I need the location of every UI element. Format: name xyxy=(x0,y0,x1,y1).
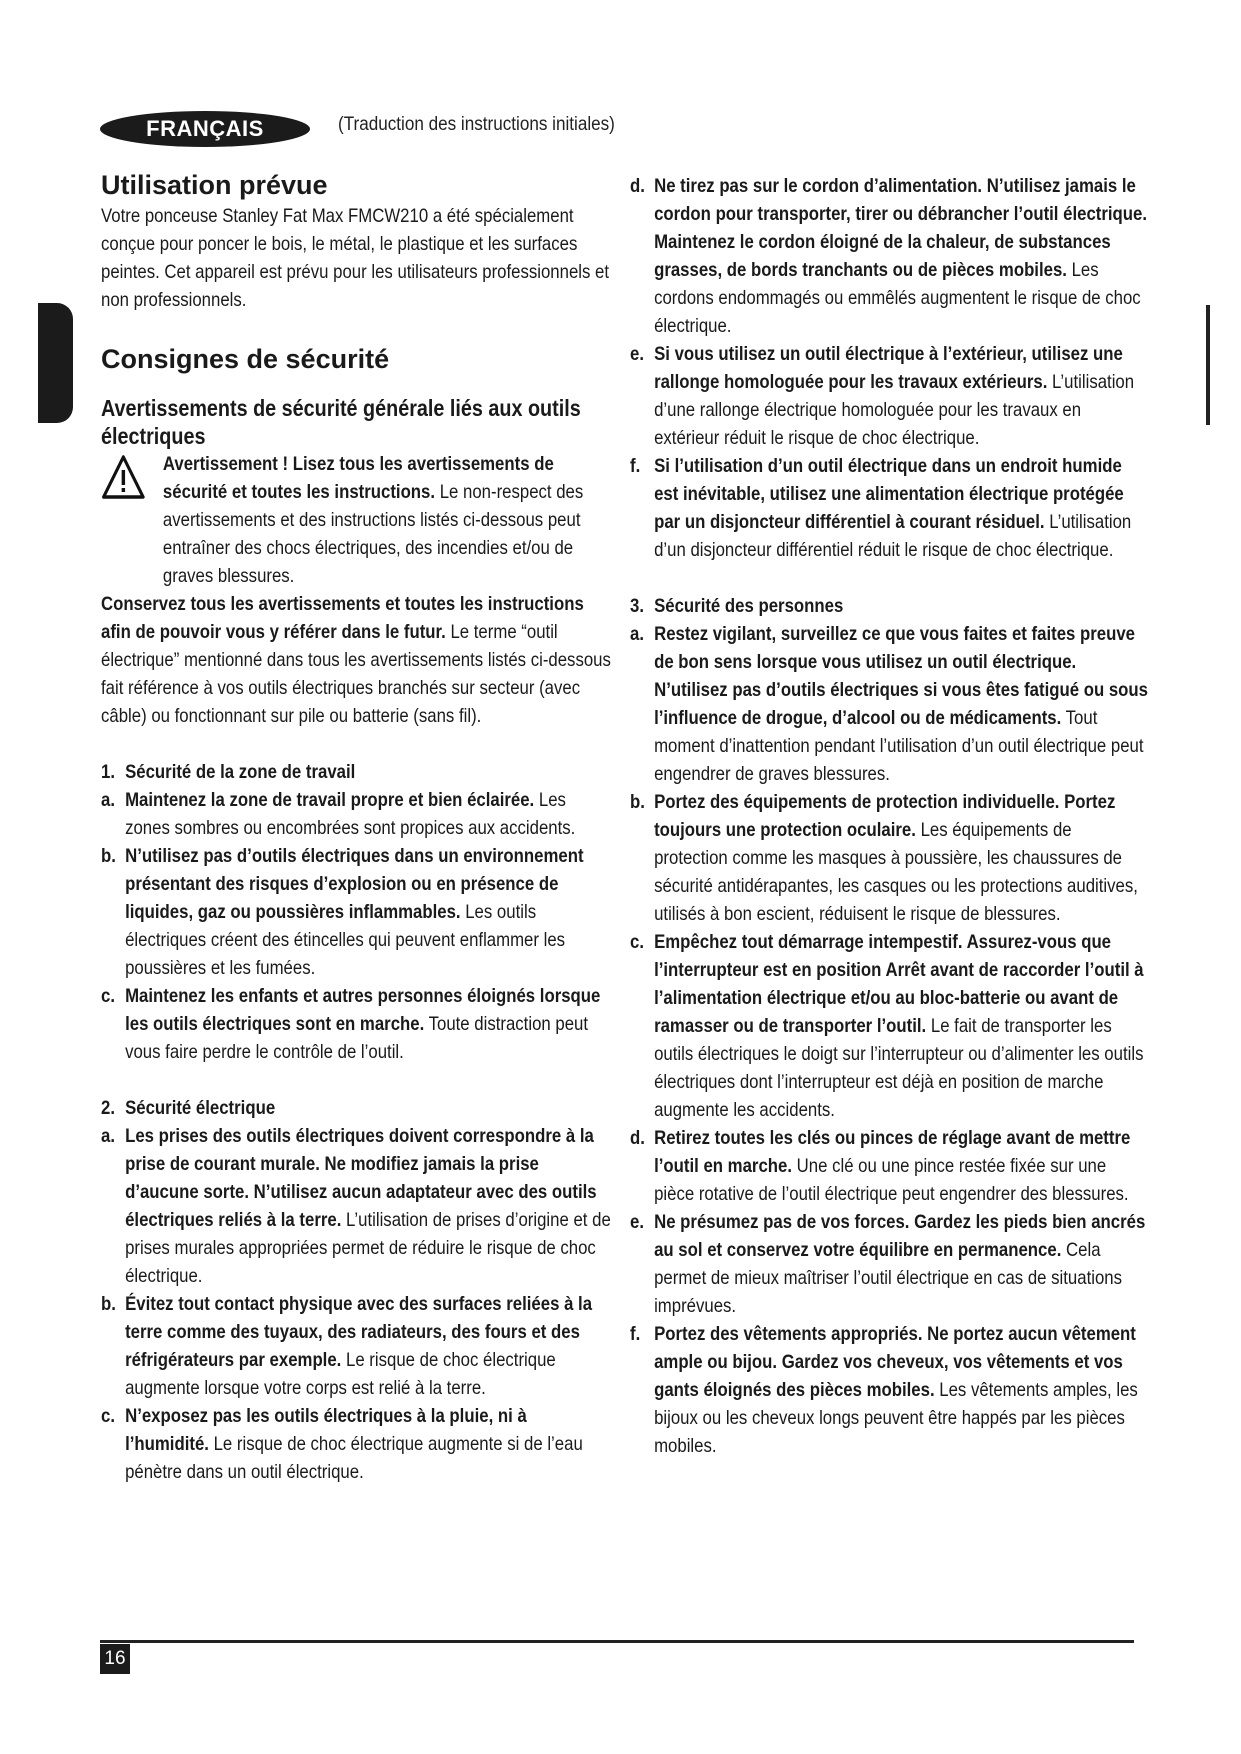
list-item: d. Retirez toutes les clés ou pinces de réglage avant de mettre l’outil en marche. Une clé ou une pince restée fixée sur une pièce rotative de l’outil électrique peut engendrer des blessures. xyxy=(630,1127,1131,1205)
translation-note: (Traduction des instructions initiales) xyxy=(338,114,615,135)
right-column xyxy=(630,172,1150,1460)
list-item: f. Si l’utilisation d’un outil électrique dans un endroit humide est inévitable, utilisez une alimentation électrique protégée par un disjoncteur différentiel à courant résiduel. L’utilisation d’un disjoncteur différentiel réduit le risque de choc électrique. xyxy=(630,455,1132,561)
list-item: c. Maintenez les enfants et autres personnes éloignés lorsque les outils électriques sont en marche. Toute distraction peut vous faire perdre le contrôle de l’outil. xyxy=(101,985,601,1063)
list-item: c. Empêchez tout démarrage intempestif. Assurez-vous que l’interrupteur est en position Arrêt avant de raccorder l’outil à l’alimentation électrique et/ou au bloc-batterie ou avant de ramasser ou de transporter l’outil. Le fait de transporter les outils électriques le doigt sur l’interrupteur ou d’alimenter les outils électriques dont l’interrupteur est déjà en position de marche augmente les accidents. xyxy=(630,931,1144,1121)
list-item: d. Ne tirez pas sur le cordon d’alimentation. N’utilisez jamais le cordon pour transporter, tirer ou débrancher l’outil électrique. Maintenez le cordon éloigné de la chaleur, de substances grasses, de bords tranchants ou de pièces mobiles. Les cordons endommagés ou emmêlés augmentent le risque de choc électrique. xyxy=(630,175,1148,337)
intended-use-body: Votre ponceuse Stanley Fat Max FMCW210 a été spécialement conçue pour poncer le bois, le métal, le plastique et les surfaces peintes. Cet appareil est prévu pour les utilisateurs professionnels et non professionnels. xyxy=(101,205,610,311)
list-item: b. N’utilisez pas d’outils électriques dans un environnement présentant des risques d’explosion ou en présence de liquides, gaz ou poussières inflammables. Les outils électriques créent des étincelles qui peuvent enflammer les poussières et les fumées. xyxy=(101,845,584,979)
general-warnings-subheading: Avertissements de sécurité générale liés aux outils électriques xyxy=(101,395,581,449)
list-item: a. Maintenez la zone de travail propre et bien éclairée. Les zones sombres ou encombrées sont propices aux accidents. xyxy=(101,789,576,839)
list-item: c. N’exposez pas les outils électriques à la pluie, ni à l’humidité. Le risque de choc électrique augmente si de l’eau pénètre dans un outil électrique. xyxy=(101,1405,583,1483)
personal-safety-title: 3. Sécurité des personnes xyxy=(630,595,844,617)
list-item: a. Restez vigilant, surveillez ce que vous faites et faites preuve de bon sens lorsque vous utilisez un outil électrique. N’utilisez pas d’outils électriques si vous êtes fatigué ou sous l’influence de drogue, d’alcool ou de médicaments. Tout moment d’inattention pendant l’utilisation d’un outil électrique peut engendrer de graves blessures. xyxy=(630,623,1148,785)
keep-instructions-rest: Le terme “outil électrique” mentionné dans tous les avertissements listés ci-dessous fait référence à vos outils électriques branchés sur secteur (avec câble) ou fonctionnant sur pile ou batterie (sans fil). xyxy=(101,621,611,727)
list-item: e. Si vous utilisez un outil électrique à l’extérieur, utilisez une rallonge homologuée pour les travaux extérieurs. L’utilisation d’une rallonge électrique homologuée pour les travaux en extérieur réduit le risque de choc électrique. xyxy=(630,343,1135,449)
list-item: f. Portez des vêtements appropriés. Ne portez aucun vêtement ample ou bijou. Gardez vos cheveux, vos vêtements et vos gants éloignés des pièces mobiles. Les vêtements amples, les bijoux ou les cheveux longs peuvent être happés par les pièces mobiles. xyxy=(630,1323,1138,1457)
keep-instructions-bold: Conservez tous les avertissements et toutes les instructions afin de pouvoir vous y référer dans le futur. xyxy=(101,593,584,643)
warning-rest: Le non-respect des avertissements et des instructions listés ci-dessous peut entraîner des chocs électriques, des incendies et/ou de graves blessures. xyxy=(162,481,584,587)
footer-rule xyxy=(100,1640,1134,1643)
list-item: e. Ne présumez pas de vos forces. Gardez les pieds bien ancrés au sol et conservez votre équilibre en permanence. Cela permet de mieux maîtriser l’outil électrique en cas de situations imprévues. xyxy=(630,1211,1146,1317)
work-area-title: 1. Sécurité de la zone de travail xyxy=(101,761,356,783)
warning-triangle-icon xyxy=(101,450,163,590)
warning-bold: Avertissement ! Lisez tous les avertissements de sécurité et toutes les instructions. xyxy=(162,453,554,503)
section-tab-marker xyxy=(38,303,73,423)
left-column xyxy=(101,168,616,1486)
safety-heading: Consignes de sécurité xyxy=(101,344,390,374)
language-badge: FRANÇAIS xyxy=(100,111,310,147)
list-item: b. Évitez tout contact physique avec des surfaces reliées à la terre comme des tuyaux, des radiateurs, des fours et des réfrigérateurs par exemple. Le risque de choc électrique augmente lorsque votre corps est relié à la terre. xyxy=(101,1293,593,1399)
page-number: 16 xyxy=(100,1644,130,1674)
intended-use-heading: Utilisation prévue xyxy=(101,170,328,200)
electrical-safety-title: 2. Sécurité électrique xyxy=(101,1097,276,1119)
right-margin-rule xyxy=(1206,305,1210,425)
warning-block xyxy=(101,450,615,590)
list-item: a. Les prises des outils électriques doivent correspondre à la prise de courant murale. Ne modifiez jamais la prise d’aucune sorte. N’utilisez aucun adaptateur avec des outils électriques reliés à la terre. L’utilisation de prises d’origine et de prises murales appropriées permet de réduire le risque de choc électrique. xyxy=(101,1125,611,1287)
list-item: b. Portez des équipements de protection individuelle. Portez toujours une protection oculaire. Les équipements de protection comme les masques à poussière, les chaussures de sécurité antidérapantes, les casques ou les protections auditives, utilisés à bon escient, réduisent le risque de blessures. xyxy=(630,791,1138,925)
